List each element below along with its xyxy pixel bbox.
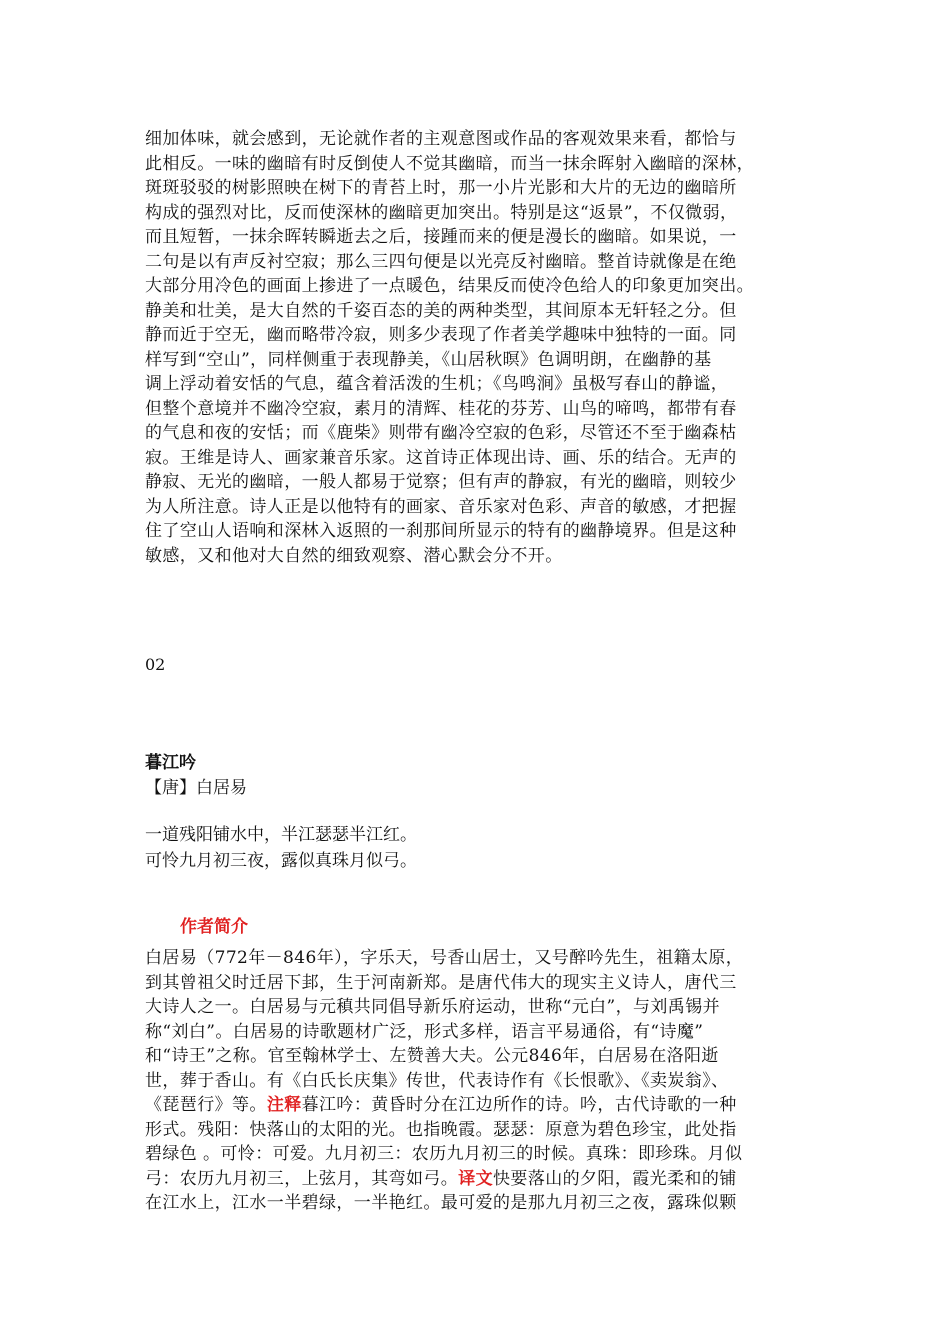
text-line: 和“诗王”之称。官至翰林学士、左赞善大夫。公元846年，白居易在洛阳逝 bbox=[145, 1046, 719, 1066]
text-line bbox=[145, 1167, 805, 1192]
poem-line: 可怜九月初三夜，露似真珠月似弓。 bbox=[145, 851, 417, 871]
text-line: 细加体味，就会感到，无论就作者的主观意图或作品的客观效果来看，都恰与 bbox=[145, 129, 737, 149]
author-bio-paragraph bbox=[145, 946, 805, 1216]
text-line: 样写到“空山”，同样侧重于表现静美，《山居秋暝》色调明朗，在幽静的基 bbox=[145, 349, 712, 370]
text-line: 碧绿色 。可怜：可爱。九月初三：农历九月初三的时候。真珠：即珍珠。月似 bbox=[145, 1144, 743, 1164]
text-segment: 《琵琶行》等。 bbox=[145, 1095, 267, 1115]
text-line: 世，葬于香山。有《白氏长庆集》传世，代表诗作有《长恨歌》、《卖炭翁》、 bbox=[145, 1070, 729, 1091]
translation-label: 译文 bbox=[458, 1168, 494, 1189]
text-line: 调上浮动着安恬的气息，蕴含着活泼的生机；《鸟鸣涧》虽极写春山的静谧， bbox=[145, 374, 729, 394]
text-line: 静而近于空无，幽而略带冷寂，则多少表现了作者美学趣味中独特的一面。同 bbox=[145, 325, 737, 345]
text-line: 称“刘白”。白居易的诗歌题材广泛，形式多样，语言平易通俗，有“诗魔” bbox=[145, 1021, 704, 1042]
text-line: 大部分用冷色的画面上掺进了一点暖色，结果反而使冷色给人的印象更加突出。 bbox=[145, 276, 754, 296]
text-line: 住了空山人语响和深林入返照的一刹那间所显示的特有的幽静境界。但是这种 bbox=[145, 521, 737, 541]
text-line: 在江水上，江水一半碧绿，一半艳红。最可爱的是那九月初三之夜，露珠似颗 bbox=[145, 1193, 737, 1213]
poem-line: 一道残阳铺水中，半江瑟瑟半江红。 bbox=[145, 825, 417, 845]
commentary-paragraph bbox=[145, 127, 805, 568]
text-segment: 快要落山的夕阳，霞光柔和的铺 bbox=[493, 1168, 737, 1189]
text-line: 构成的强烈对比，反而使深林的幽暗更加突出。特别是这“返景”，不仅微弱， bbox=[145, 202, 738, 223]
section-heading: 作者简介 bbox=[180, 917, 248, 937]
poem-body bbox=[145, 822, 417, 874]
text-segment: 暮江吟：黄昏时分在江边所作的诗。吟，古代诗歌的一种 bbox=[301, 1095, 737, 1115]
page-number: 02 bbox=[145, 655, 166, 674]
text-line: 此相反。一味的幽暗有时反倒使人不觉其幽暗，而当一抹余晖射入幽暗的深林， bbox=[145, 153, 754, 174]
text-line: 到其曾祖父时迁居下邽，生于河南新郑。是唐代伟大的现实主义诗人，唐代三 bbox=[145, 972, 737, 993]
text-line: 形式。残阳：快落山的太阳的光。也指晚霞。瑟瑟：原意为碧色珍宝，此处指 bbox=[145, 1119, 737, 1140]
text-line: 二句是以有声反衬空寂；那么三四句便是以光亮反衬幽暗。整首诗就像是在绝 bbox=[145, 251, 737, 272]
text-line: 斑斑驳驳的树影照映在树下的青苔上时，那一小片光影和大片的无边的幽暗所 bbox=[145, 178, 737, 198]
text-line: 静寂、无光的幽暗，一般人都易于觉察；但有声的静寂，有光的幽暗，则较少 bbox=[145, 472, 737, 492]
text-line: 而且短暂，一抹余晖转瞬逝去之后，接踵而来的便是漫长的幽暗。如果说，一 bbox=[145, 227, 737, 247]
text-line: 寂。王维是诗人、画家兼音乐家。这首诗正体现出诗、画、乐的结合。无声的 bbox=[145, 447, 737, 468]
text-segment: 弓：农历九月初三，上弦月，其弯如弓。 bbox=[145, 1168, 459, 1189]
text-line: 大诗人之一。白居易与元稹共同倡导新乐府运动，世称“元白”，与刘禹锡并 bbox=[145, 997, 720, 1017]
poem-author: 【唐】白居易 bbox=[145, 778, 247, 798]
text-line: 敏感，又和他对大自然的细致观察、潜心默会分不开。 bbox=[145, 545, 563, 566]
text-line bbox=[145, 1093, 805, 1118]
text-line: 白居易（772年－846年），字乐天，号香山居士，又号醉吟先生，祖籍太原， bbox=[145, 948, 744, 968]
text-line: 为人所注意。诗人正是以他特有的画家、音乐家对色彩、声音的敏感，才把握 bbox=[145, 496, 737, 517]
text-line: 但整个意境并不幽冷空寂，素月的清辉、桂花的芬芳、山鸟的啼鸣，都带有春 bbox=[145, 398, 737, 419]
annotation-label: 注释 bbox=[266, 1095, 302, 1115]
text-line: 静美和壮美，是大自然的千姿百态的美的两种类型，其间原本无轩轻之分。但 bbox=[145, 300, 737, 321]
text-line: 的气息和夜的安恬；而《鹿柴》则带有幽冷空寂的色彩，尽管还不至于幽森枯 bbox=[145, 423, 737, 443]
poem-title: 暮江吟 bbox=[145, 753, 196, 773]
